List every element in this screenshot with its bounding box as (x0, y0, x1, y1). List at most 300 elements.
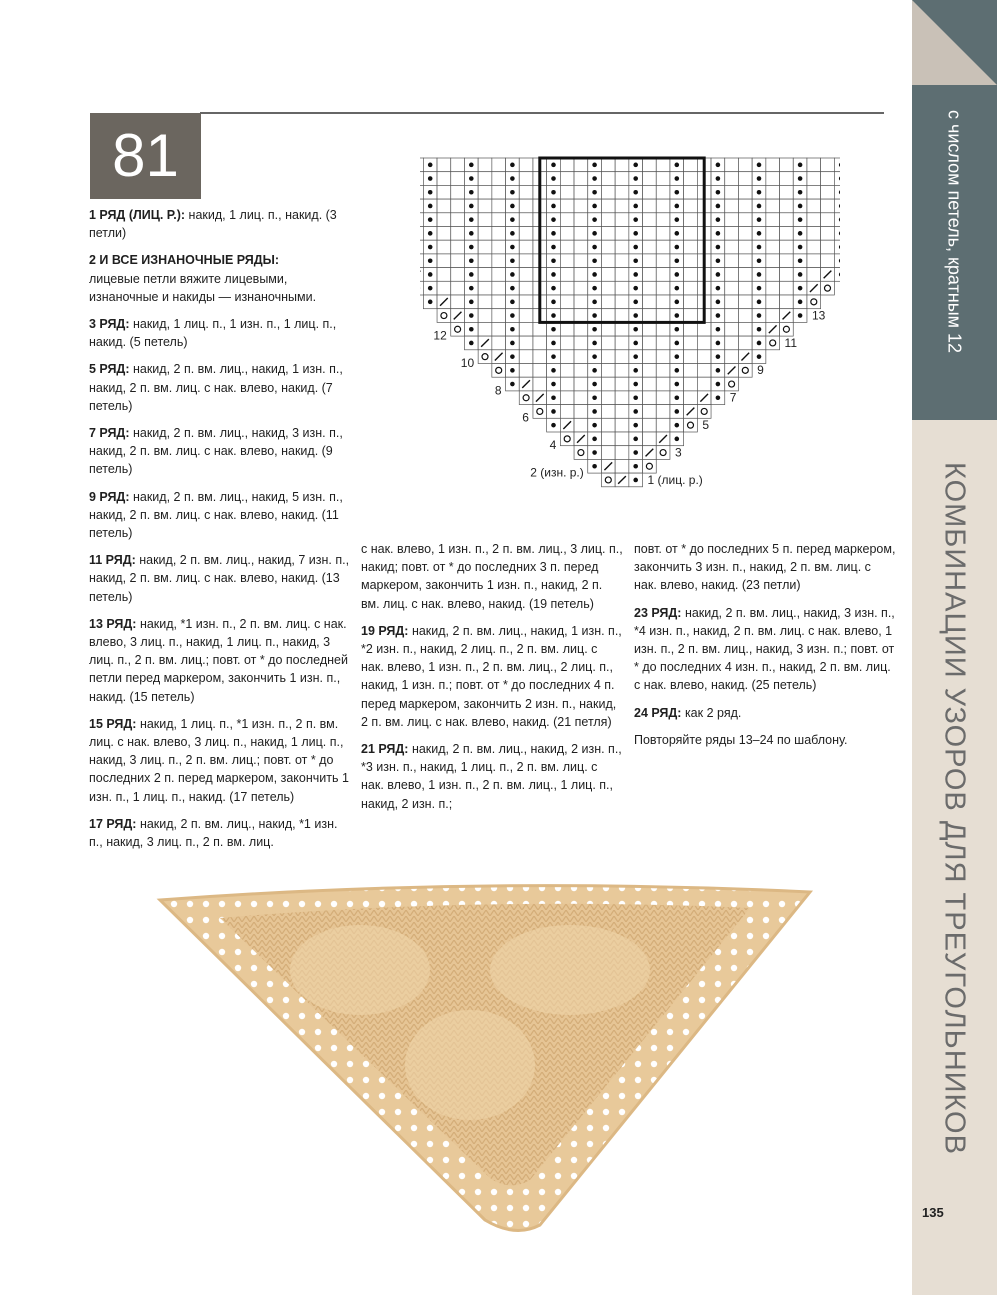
chart-cell (478, 281, 492, 295)
chart-cell (821, 158, 835, 172)
chart-cell (615, 213, 629, 227)
chart-cell (821, 172, 835, 186)
chart-cell (738, 281, 752, 295)
purl-symbol (592, 313, 597, 318)
purl-symbol (633, 313, 638, 318)
chart-cell (574, 254, 588, 268)
chart-cell (821, 281, 835, 295)
purl-symbol (716, 204, 721, 209)
chart-cell (643, 240, 657, 254)
chart-cell (560, 309, 574, 323)
purl-symbol (428, 190, 433, 195)
chart-cell (519, 281, 533, 295)
chart-right-label: 5 (702, 417, 710, 432)
purl-symbol (469, 286, 474, 291)
purl-symbol (469, 163, 474, 168)
chart-cell (821, 213, 835, 227)
chart-cell (420, 172, 423, 186)
chart-cell (420, 268, 423, 282)
chart-cell (725, 295, 739, 309)
chart-cell (574, 377, 588, 391)
chart-cell (615, 172, 629, 186)
chart-cell (574, 199, 588, 213)
purl-symbol (798, 217, 803, 222)
chart-cell (492, 172, 506, 186)
chart-cell (437, 254, 451, 268)
chart-cell (684, 350, 698, 364)
purl-symbol (469, 313, 474, 318)
chart-cell (533, 322, 547, 336)
chart-left-label: 2 (изн. р.) (530, 465, 584, 480)
purl-symbol (469, 300, 474, 305)
chart-cell (420, 227, 423, 241)
chart-cell (684, 172, 698, 186)
chart-cell (725, 240, 739, 254)
chart-cell (643, 377, 657, 391)
chart-cell (533, 405, 547, 419)
chart-cell (684, 254, 698, 268)
chart-cell (738, 295, 752, 309)
chart-cell (643, 309, 657, 323)
purl-symbol (675, 395, 680, 400)
chart-cell (601, 227, 615, 241)
chart-cell (601, 295, 615, 309)
chart-cell (492, 336, 506, 350)
chart-cell (615, 336, 629, 350)
purl-symbol (428, 258, 433, 263)
chart-cell (684, 268, 698, 282)
purl-symbol (510, 286, 515, 291)
chart-cell (615, 281, 629, 295)
purl-symbol (633, 190, 638, 195)
purl-symbol (798, 204, 803, 209)
chart-cell (738, 336, 752, 350)
chart-cell (684, 158, 698, 172)
chart-cell (560, 227, 574, 241)
purl-symbol (551, 327, 556, 332)
chart-left-label: 6 (522, 410, 529, 425)
purl-symbol (510, 313, 515, 318)
purl-symbol (592, 464, 597, 469)
chart-cell (574, 446, 588, 460)
instructions-column-2 (361, 540, 623, 822)
chart-cell (560, 405, 574, 419)
chart-cell (492, 254, 506, 268)
chart-cell (738, 254, 752, 268)
purl-symbol (757, 204, 762, 209)
instructions-column-3 (634, 540, 896, 758)
purl-symbol (510, 217, 515, 222)
chart-cell (601, 446, 615, 460)
chart-cell (725, 213, 739, 227)
repeat-note: Повторяйте ряды 13–24 по шаблону. (634, 732, 848, 747)
chart-cell (574, 281, 588, 295)
chart-cell (807, 158, 821, 172)
chart-cell (656, 322, 670, 336)
chart-cell (451, 172, 465, 186)
chart-cell (615, 322, 629, 336)
chart-cell (437, 213, 451, 227)
chart-right-label: 13 (811, 308, 826, 323)
chart-cell (615, 364, 629, 378)
purl-symbol (675, 437, 680, 442)
row-5-instruction: 5 РЯД: накид, 2 п. вм. лиц., накид, 1 изн. п., накид, 2 п. вм. лиц. с нак. влево, накид. (7 петель) (89, 362, 343, 413)
chart-cell (807, 199, 821, 213)
chart-cell (601, 473, 615, 487)
purl-symbol (633, 437, 638, 442)
chart-cell (656, 336, 670, 350)
chart-cell (478, 268, 492, 282)
purl-symbol (716, 190, 721, 195)
chart-cell (601, 418, 615, 432)
purl-symbol (469, 217, 474, 222)
chart-cell (492, 227, 506, 241)
purl-symbol (675, 423, 680, 428)
chart-cell (766, 199, 780, 213)
purl-symbol (592, 217, 597, 222)
chart-cell (656, 185, 670, 199)
chart-cell (492, 309, 506, 323)
chart-cell (478, 158, 492, 172)
chart-cell (725, 336, 739, 350)
purl-symbol (716, 395, 721, 400)
chart-cell (478, 172, 492, 186)
chart-cell (725, 172, 739, 186)
chart-cell (519, 227, 533, 241)
purl-symbol (633, 300, 638, 305)
chart-cell (420, 158, 423, 172)
purl-symbol (551, 395, 556, 400)
chart-cell (519, 213, 533, 227)
chart-cell (766, 254, 780, 268)
purl-symbol (510, 204, 515, 209)
chart-cell (807, 254, 821, 268)
purl-symbol (716, 163, 721, 168)
chart-cell (643, 350, 657, 364)
chart-cell (656, 172, 670, 186)
chart-right-label: 9 (757, 363, 764, 378)
purl-symbol (510, 341, 515, 346)
purl-symbol (510, 354, 515, 359)
purl-symbol (757, 231, 762, 236)
chart-cell (697, 377, 711, 391)
chart-cell (684, 336, 698, 350)
chart-cell (451, 281, 465, 295)
chart-cell (656, 377, 670, 391)
purl-symbol (592, 272, 597, 277)
purl-symbol (757, 176, 762, 181)
chart-cell (615, 459, 629, 473)
chart-cell (478, 295, 492, 309)
chart-cell (437, 281, 451, 295)
chart-cell (656, 295, 670, 309)
chart-cell (766, 295, 780, 309)
chart-cell (766, 240, 780, 254)
purl-symbol (716, 368, 721, 373)
chart-cell (601, 281, 615, 295)
chart-cell (615, 350, 629, 364)
chart-left-label: 8 (494, 383, 502, 398)
purl-symbol (633, 464, 638, 469)
purl-symbol (716, 217, 721, 222)
chart-cell (560, 295, 574, 309)
chart-cell (478, 185, 492, 199)
purl-symbol (510, 272, 515, 277)
purl-symbol (428, 163, 433, 168)
chart-cell (601, 350, 615, 364)
row-21-instruction: 21 РЯД: накид, 2 п. вм. лиц., накид, 2 изн. п., *3 изн. п., накид, 1 лиц. п., 2 п. вм. лиц. с нак. влево, 1 изн. п., 2 п. вм. лиц., 1 лиц. п., накид, 2 изн. п.; (361, 742, 622, 811)
chart-cell (656, 240, 670, 254)
purl-symbol (592, 423, 597, 428)
chart-cell (560, 350, 574, 364)
purl-symbol (798, 231, 803, 236)
chart-cell (519, 336, 533, 350)
purl-symbol (675, 231, 680, 236)
chart-cell (725, 309, 739, 323)
purl-symbol (757, 354, 762, 359)
purl-symbol (592, 450, 597, 455)
row-17-instruction: 17 РЯД: накид, 2 п. вм. лиц., накид, *1 изн. п., накид, 3 лиц. п., 2 п. вм. лиц. (89, 816, 338, 850)
chart-cell (697, 322, 711, 336)
chart-cell (643, 213, 657, 227)
purl-symbol (510, 300, 515, 305)
chart-cell (684, 227, 698, 241)
chart-cell (478, 322, 492, 336)
chart-cell (725, 254, 739, 268)
purl-symbol (757, 327, 762, 332)
chart-cell (780, 158, 794, 172)
chart-cell (560, 185, 574, 199)
chart-cell (738, 268, 752, 282)
purl-symbol (469, 258, 474, 263)
chart-cell (656, 350, 670, 364)
chart-cell (478, 350, 492, 364)
row-19-instruction: 19 РЯД: накид, 2 п. вм. лиц., накид, 1 изн. п., *2 изн. п., накид, 2 лиц. п., 2 п. вм. лиц. с нак. влево, 1 изн. п., 2 п. вм. лиц., 2 лиц. п., накид, 1 изн. п.; повт. от * до последних 4 п. перед маркером, закончить 2 изн. п., накид, 2 п. вм. лиц. с нак. влево, накид. (21 петля) (361, 623, 622, 729)
purl-symbol (757, 163, 762, 168)
chart-cell (725, 199, 739, 213)
chart-cell (615, 240, 629, 254)
chart-cell (437, 185, 451, 199)
purl-symbol (633, 176, 638, 181)
chart-cell (821, 185, 835, 199)
purl-symbol (551, 409, 556, 414)
purl-symbol (592, 258, 597, 263)
row-23-instruction: 23 РЯД: накид, 2 п. вм. лиц., накид, 3 изн. п., *4 изн. п., накид, 2 п. вм. лиц. с нак. влево, 1 изн. п., 2 п. вм. лиц., накид, 3 изн. п.; повт. от * до последних 4 изн. п., накид, 2 п. вм. лиц. с нак. влево, накид. (25 петель) (634, 605, 895, 693)
purl-symbol (716, 176, 721, 181)
purl-symbol (428, 272, 433, 277)
chart-cell (601, 432, 615, 446)
purl-symbol (633, 368, 638, 373)
chart-cell (684, 418, 698, 432)
purl-symbol (551, 368, 556, 373)
row-1-instruction: 1 РЯД (ЛИЦ. Р.): накид, 1 лиц. п., накид. (3 петли) (89, 208, 337, 241)
chart-cell (533, 350, 547, 364)
chart-cell (519, 295, 533, 309)
chart-cell (643, 418, 657, 432)
purl-symbol (633, 286, 638, 291)
chart-cell (738, 199, 752, 213)
row-3-instruction: 3 РЯД: накид, 1 лиц. п., 1 изн. п., 1 лиц. п., накид. (5 петель) (89, 317, 337, 350)
chart-cell (574, 405, 588, 419)
chart-cell (807, 172, 821, 186)
purl-symbol (592, 341, 597, 346)
purl-symbol (592, 245, 597, 250)
chart-cell (684, 240, 698, 254)
purl-symbol (510, 368, 515, 373)
purl-symbol (592, 204, 597, 209)
chart-cell (807, 213, 821, 227)
chart-cell (519, 309, 533, 323)
purl-symbol (469, 176, 474, 181)
purl-symbol (592, 300, 597, 305)
chart-cell (478, 199, 492, 213)
purl-symbol (510, 245, 515, 250)
purl-symbol (551, 354, 556, 359)
chart-cell (615, 268, 629, 282)
chart-cell (615, 432, 629, 446)
purl-symbol (716, 245, 721, 250)
chart-cell (574, 158, 588, 172)
shawl-photo (150, 880, 820, 1240)
chart-cell (738, 364, 752, 378)
chart-cell (451, 268, 465, 282)
chart-cell (601, 213, 615, 227)
purl-symbol (757, 258, 762, 263)
purl-symbol (469, 341, 474, 346)
chart-cell (601, 405, 615, 419)
purl-symbol (757, 245, 762, 250)
chart-cell (492, 322, 506, 336)
chart-cell (656, 227, 670, 241)
purl-symbol (633, 327, 638, 332)
chart-cell (560, 268, 574, 282)
chart-cell (697, 364, 711, 378)
purl-symbol (675, 176, 680, 181)
chart-cell (451, 240, 465, 254)
chart-cell (615, 199, 629, 213)
row-11-instruction: 11 РЯД: накид, 2 п. вм. лиц., накид, 7 изн. п., накид, 2 п. вм. лиц. с нак. влево, накид. (13 петель) (89, 553, 350, 604)
chart-cell (519, 350, 533, 364)
purl-symbol (716, 231, 721, 236)
purl-symbol (551, 190, 556, 195)
chart-cell (437, 268, 451, 282)
purl-symbol (551, 300, 556, 305)
chart-cell (560, 432, 574, 446)
chart-cell (519, 240, 533, 254)
chart-cell (780, 295, 794, 309)
purl-symbol (798, 245, 803, 250)
chart-cell (615, 227, 629, 241)
chart-cell (574, 364, 588, 378)
chart-cell (451, 227, 465, 241)
purl-symbol (510, 190, 515, 195)
chart-cell (656, 268, 670, 282)
purl-symbol (675, 190, 680, 195)
chart-cell (643, 295, 657, 309)
chart-cell (725, 377, 739, 391)
purl-symbol (592, 395, 597, 400)
chart-cell (574, 185, 588, 199)
chart-cell (766, 281, 780, 295)
chart-cell (560, 240, 574, 254)
chart-cell (766, 268, 780, 282)
chart-cell (643, 268, 657, 282)
chart-right-label (839, 281, 840, 295)
purl-symbol (551, 382, 556, 387)
purl-symbol (798, 313, 803, 318)
chart-cell (601, 268, 615, 282)
chart-cell (533, 364, 547, 378)
purl-symbol (469, 231, 474, 236)
chart-cell (738, 185, 752, 199)
purl-symbol (428, 217, 433, 222)
purl-symbol (469, 272, 474, 277)
chart-cell (437, 172, 451, 186)
purl-symbol (551, 245, 556, 250)
chart-cell (807, 295, 821, 309)
chart-cell (615, 418, 629, 432)
chart-cell (684, 322, 698, 336)
chart-left-label: 4 (549, 438, 557, 453)
chart-cell (643, 391, 657, 405)
chart-left-label: 10 (460, 355, 475, 370)
chart-cell (420, 254, 423, 268)
chart-grid (420, 158, 840, 487)
row-7-instruction: 7 РЯД: накид, 2 п. вм. лиц., накид, 3 изн. п., накид, 2 п. вм. лиц. с нак. влево, накид. (9 петель) (89, 426, 343, 477)
chart-cell (420, 281, 423, 295)
purl-symbol (633, 204, 638, 209)
purl-symbol (757, 272, 762, 277)
purl-symbol (798, 176, 803, 181)
chart-cell (821, 227, 835, 241)
knitting-chart (420, 150, 840, 500)
purl-symbol (551, 313, 556, 318)
purl-symbol (510, 176, 515, 181)
chart-cell (574, 227, 588, 241)
chart-cell (560, 254, 574, 268)
chart-right-label: 1 (лиц. р.) (647, 472, 703, 487)
purl-symbol (757, 341, 762, 346)
purl-symbol (510, 258, 515, 263)
purl-symbol (510, 231, 515, 236)
chart-cell (451, 213, 465, 227)
purl-symbol (675, 327, 680, 332)
purl-symbol (716, 382, 721, 387)
chart-cell (766, 227, 780, 241)
chart-cell (780, 172, 794, 186)
chart-cell (615, 391, 629, 405)
purl-symbol (469, 327, 474, 332)
purl-symbol (592, 409, 597, 414)
chart-cell (684, 185, 698, 199)
purl-symbol (798, 258, 803, 263)
row-15-instruction: 15 РЯД: накид, 1 лиц. п., *1 изн. п., 2 п. вм. лиц. с нак. влево, 3 лиц. п., накид, 1 лиц. п., накид, 3 лиц. п., 2 п. вм. лиц.; повт. от * до последних 2 п. перед маркером, закончить 1 изн. п., 1 лиц. п., накид. (17 петель) (89, 716, 349, 804)
chart-cell (725, 350, 739, 364)
chart-cell (684, 377, 698, 391)
chart-cell (492, 199, 506, 213)
purl-symbol (798, 272, 803, 277)
purl-symbol (428, 176, 433, 181)
chart-cell (560, 377, 574, 391)
chart-cell (615, 158, 629, 172)
chart-cell (492, 240, 506, 254)
chart-cell (656, 254, 670, 268)
chart-cell (821, 254, 835, 268)
chart-cell (492, 364, 506, 378)
sidebar-title: КОМБИНАЦИИ УЗОРОВ ДЛЯ ТРЕУГОЛЬНИКОВ (938, 462, 971, 1155)
purl-symbol (716, 272, 721, 277)
chart-cell (807, 268, 821, 282)
